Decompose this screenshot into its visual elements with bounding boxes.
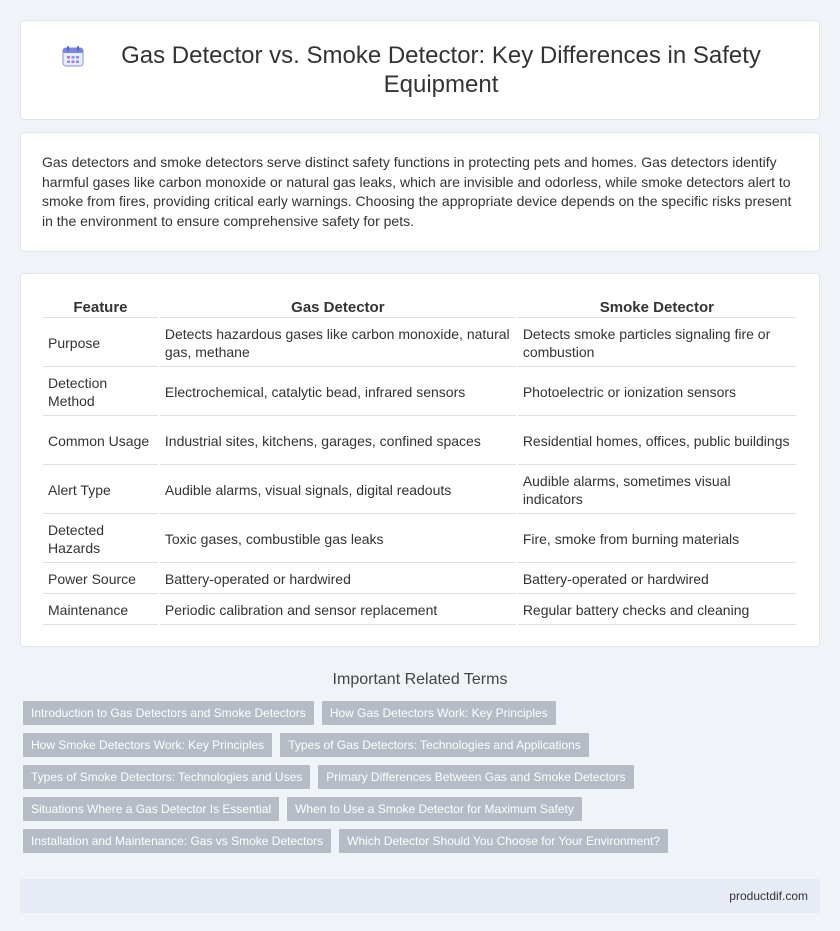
footer xyxy=(20,879,820,913)
row-feature: Detection Method xyxy=(43,369,158,416)
row-feature: Detected Hazards xyxy=(43,516,158,563)
table-row xyxy=(43,596,796,625)
row-smoke-value: Detects smoke particles signaling fire or combustion xyxy=(518,320,796,367)
row-smoke-value: Battery-operated or hardwired xyxy=(518,565,796,594)
row-gas-value: Detects hazardous gases like carbon monoxide, natural gas, methane xyxy=(160,320,516,367)
row-smoke-value: Residential homes, offices, public buildings xyxy=(518,418,796,465)
table-row xyxy=(43,418,796,465)
title-wrap xyxy=(61,41,779,99)
row-smoke-value: Fire, smoke from burning materials xyxy=(518,516,796,563)
related-term-link[interactable]: Introduction to Gas Detectors and Smoke Detectors xyxy=(23,701,314,725)
comparison-card xyxy=(20,273,820,647)
table-row xyxy=(43,369,796,416)
related-term-link[interactable]: Which Detector Should You Choose for Your Environment? xyxy=(339,829,668,853)
row-feature: Common Usage xyxy=(43,418,158,465)
table-row xyxy=(43,516,796,563)
row-feature: Power Source xyxy=(43,565,158,594)
table-row xyxy=(43,565,796,594)
related-term-link[interactable]: Situations Where a Gas Detector Is Essential xyxy=(23,797,279,821)
intro-text: Gas detectors and smoke detectors serve distinct safety functions in protecting pets and homes. Gas detectors identify harmful gases like carbon monoxide or natural gas leaks, which are invisible and odorless, while smoke detectors alert to smoke from fires, providing critical early warnings. Choosing the appropriate device depends on the specific risks present in the environment to ensure comprehensive safety for pets. xyxy=(42,154,792,229)
row-smoke-value: Audible alarms, sometimes visual indicators xyxy=(518,467,796,514)
related-term-link[interactable]: Primary Differences Between Gas and Smoke Detectors xyxy=(318,765,633,789)
intro-card xyxy=(20,132,820,252)
row-gas-value: Toxic gases, combustible gas leaks xyxy=(160,516,516,563)
table-row xyxy=(43,467,796,514)
comparison-table xyxy=(41,294,798,627)
row-feature: Maintenance xyxy=(43,596,158,625)
row-smoke-value: Regular battery checks and cleaning xyxy=(518,596,796,625)
related-term-link[interactable]: When to Use a Smoke Detector for Maximum Safety xyxy=(287,797,582,821)
related-term-link[interactable]: Installation and Maintenance: Gas vs Smoke Detectors xyxy=(23,829,331,853)
related-terms-list xyxy=(20,701,820,861)
related-term-link[interactable]: Types of Gas Detectors: Technologies and Applications xyxy=(280,733,589,757)
related-term-link[interactable]: Types of Smoke Detectors: Technologies and Uses xyxy=(23,765,310,789)
row-feature: Purpose xyxy=(43,320,158,367)
header-gas-detector: Gas Detector xyxy=(160,296,516,318)
row-feature: Alert Type xyxy=(43,467,158,514)
header-smoke-detector: Smoke Detector xyxy=(518,296,796,318)
related-terms-title: Important Related Terms xyxy=(332,671,508,688)
related-term-link[interactable]: How Gas Detectors Work: Key Principles xyxy=(322,701,556,725)
row-gas-value: Battery-operated or hardwired xyxy=(160,565,516,594)
row-gas-value: Audible alarms, visual signals, digital readouts xyxy=(160,467,516,514)
row-smoke-value: Photoelectric or ionization sensors xyxy=(518,369,796,416)
header-card xyxy=(20,20,820,120)
table-row xyxy=(43,320,796,367)
row-gas-value: Industrial sites, kitchens, garages, confined spaces xyxy=(160,418,516,465)
table-header-row xyxy=(43,296,796,318)
related-term-link[interactable]: How Smoke Detectors Work: Key Principles xyxy=(23,733,272,757)
row-gas-value: Electrochemical, catalytic bead, infrared sensors xyxy=(160,369,516,416)
calendar-icon xyxy=(61,44,85,68)
footer-site-name: productdif.com xyxy=(729,889,808,903)
page-title: Gas Detector vs. Smoke Detector: Key Differences in Safety Equipment xyxy=(121,42,761,98)
header-feature: Feature xyxy=(43,296,158,318)
row-gas-value: Periodic calibration and sensor replacement xyxy=(160,596,516,625)
